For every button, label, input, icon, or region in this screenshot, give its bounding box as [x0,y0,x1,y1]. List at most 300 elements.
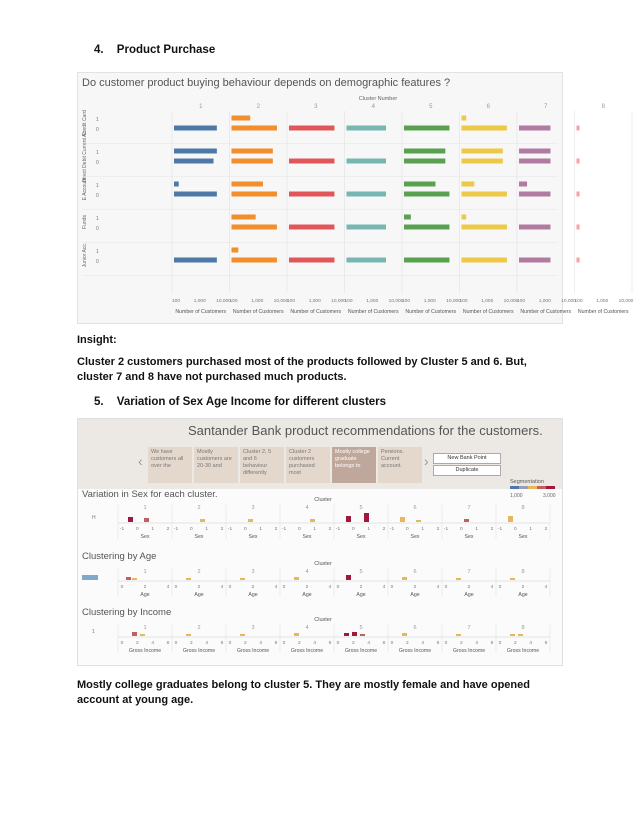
bar [404,159,445,164]
row-value-label: 0 [96,226,99,232]
cluster-header: Cluster [314,561,332,567]
panel-label: 4 [305,625,309,631]
bar [462,192,507,197]
dashboard-title: Santander Bank product recommendations for the customers. [188,423,543,438]
bar [132,632,137,636]
tick-label: 4 [421,641,425,646]
bar [462,258,507,263]
row-label: 1 [92,629,95,635]
tick-label: 4 [166,585,170,590]
row-group-label: Direct Debit Current Ac. [82,129,88,183]
tick-label: 0 [513,527,517,532]
insight-text: Cluster 2 customers purchased most of the products followed by Cluster 5 and 6. But, cluster 7 and 8 have not purchased much products. [77,356,527,383]
tick-label: 0 [228,585,232,590]
bar [347,126,387,131]
bar [289,225,334,230]
bar [462,159,503,164]
bar [132,578,137,580]
axis-label: Sex [302,534,312,540]
bar [174,182,179,187]
tick-label: 4 [313,641,317,646]
duplicate-button[interactable]: Duplicate [433,465,501,476]
tick-label: 2 [135,641,139,646]
tick-label: 2 [297,641,301,646]
tick-label: 2 [382,527,386,532]
panel-label: 1 [143,505,147,511]
row-value-label: 1 [96,183,99,189]
bar [577,126,580,131]
tick-label: 2 [143,585,147,590]
tick-label: 1 [475,527,479,532]
tick-label: 0 [498,641,502,646]
tick-label: 0 [444,585,448,590]
bar [144,518,149,522]
tick-label: 1,000 [481,299,494,304]
axis-label: Number of Customers [290,309,342,315]
bar [577,258,580,263]
axis-label: Sex [356,534,366,540]
tick-label: 0 [498,585,502,590]
panel-label: 6 [413,569,417,575]
tick-label: 100 [459,299,468,304]
axis-label: Gross Income [128,648,162,654]
bar [289,126,334,131]
section-4-heading [94,44,215,56]
panel-label: 6 [413,625,417,631]
section-number: 5. [94,396,104,408]
tick-label: -1 [497,527,503,532]
tick-label: 0 [405,527,409,532]
bar [404,182,435,187]
tick-label: -1 [227,527,233,532]
panel-label: 3 [251,569,255,575]
axis-label: Number of Customers [520,309,572,315]
panel-label: 7 [544,104,548,110]
tick-label: 6 [382,641,386,646]
tick-label: 4 [544,585,548,590]
bar [128,517,133,522]
tick-label: -1 [119,527,125,532]
age-section-title: Clustering by Age [82,551,157,562]
tick-label: 0 [297,527,301,532]
tick-label: 2 [328,527,332,532]
bar [174,159,214,164]
bar [462,149,503,154]
bar [232,182,263,187]
tick-label: 2 [359,585,363,590]
tick-label: 2 [197,585,201,590]
tick-label: 1,000 [366,299,379,304]
bar [462,182,475,187]
tick-label: 0 [120,641,124,646]
bar [346,516,351,522]
axis-label: Age [302,592,312,598]
panel-label: 3 [251,505,255,511]
tick-label: 2 [243,641,247,646]
tick-label: 1 [529,527,533,532]
bar [289,159,334,164]
tick-label: 0 [228,641,232,646]
section-number: 4. [94,44,104,56]
panel-label: 5 [359,505,363,511]
bar [232,159,273,164]
tick-label: 2 [544,527,548,532]
bar [404,149,445,154]
bar [404,126,449,131]
tick-label: 0 [174,641,178,646]
tick-label: 100 [171,299,181,304]
tick-label: 100 [574,299,583,304]
tick-label: 0 [135,527,139,532]
axis-label: Age [194,592,204,598]
bar [352,632,357,636]
bar [174,192,217,197]
tick-label: 10,000 [618,299,634,304]
axis-label: Sex [410,534,420,540]
tick-label: 2 [513,641,517,646]
panel-label: 1 [199,104,203,110]
legend-swatch [510,486,519,489]
tick-label: 4 [490,585,494,590]
age-row-marker [82,575,98,580]
row-value-label: 0 [96,193,99,199]
axis-label: Sex [140,534,150,540]
bar [232,215,256,220]
bar [404,258,449,263]
axis-label: Age [248,592,258,598]
panel-label: 8 [521,569,525,575]
legend-tick: 3,000 [543,493,556,499]
panel-label: 2 [197,505,201,511]
row-value-label: 0 [96,160,99,166]
tick-label: 4 [220,585,224,590]
bar [232,116,251,121]
bar [519,182,527,187]
tick-label: 0 [282,641,286,646]
tick-label: 0 [243,527,247,532]
axis-label: Number of Customers [577,309,629,315]
tick-label: 100 [344,299,353,304]
tick-label: 4 [475,641,479,646]
bar [462,225,507,230]
row-group-label: Credit Card [82,110,88,136]
bar [462,116,467,121]
bar [126,577,131,580]
row-value-label: 1 [96,216,99,222]
tick-label: 1 [421,527,425,532]
bar [248,519,253,522]
tick-label: 0 [390,585,394,590]
legend-swatch [537,486,546,489]
legend-swatch [546,486,555,489]
tick-label: 6 [328,641,332,646]
tick-label: 1 [205,527,209,532]
tick-label: 2 [436,527,440,532]
segmentation-charts [78,419,562,665]
tick-label: 1 [151,527,155,532]
bar [456,634,461,636]
tick-label: 0 [282,585,286,590]
panel-label: 3 [314,104,318,110]
tick-label: -1 [281,527,287,532]
panel-label: 2 [197,569,201,575]
bar [310,519,315,522]
bar [404,215,411,220]
panel-label: 1 [143,569,147,575]
tick-label: 1 [367,527,371,532]
tick-label: 100 [401,299,411,304]
tick-label: -1 [335,527,341,532]
bar [200,519,205,522]
bar [346,575,351,580]
section-title: Product Purchase [116,44,216,56]
bar [519,149,550,154]
tick-label: 10,000 [388,299,404,304]
bar [508,516,513,522]
tick-label: 10,000 [216,299,231,304]
axis-label: Sex [518,534,528,540]
story-card[interactable]: Cluster 2 customers purchased most [286,447,330,483]
axis-label: Number of Customers [405,309,457,315]
panel-label: 7 [467,625,471,631]
axis-label: Age [518,592,528,598]
tick-label: 0 [336,585,340,590]
bar [232,149,273,154]
tick-label: -1 [389,527,395,532]
axis-label: Age [464,592,474,598]
row-value-label: 0 [96,127,99,133]
panel-label: 4 [371,104,375,110]
bar [294,633,299,636]
sex-section-title: Variation in Sex for each cluster. [82,489,218,500]
tick-label: 0 [189,527,193,532]
bar [232,248,239,253]
panel-label: 4 [305,505,309,511]
row-group-label: Funds [82,215,88,229]
bar [347,225,387,230]
panel-label: 8 [601,104,605,110]
panel-label: 8 [521,625,525,631]
axis-label: Number of Customers [175,309,227,315]
tick-label: 1,000 [251,299,264,304]
bar [510,578,515,580]
panel-label: 1 [143,625,147,631]
tick-label: 0 [120,585,124,590]
tick-label: 2 [166,527,170,532]
income-section-title: Clustering by Income [82,607,172,618]
bar [416,520,421,522]
panel-label: 2 [256,104,260,110]
bar [518,634,523,636]
bar [294,577,299,580]
legend-swatch [519,486,528,489]
bar [140,634,145,636]
tick-label: 1,000 [538,299,551,304]
tick-label: 100 [286,299,296,304]
bar [232,192,277,197]
tick-label: 10,000 [561,299,576,304]
tick-label: 4 [328,585,332,590]
panel-label: 7 [467,505,471,511]
bar [519,192,550,197]
row-group-label: Junior Acc. [82,242,88,268]
bar [462,215,467,220]
insight-label: Insight: [77,334,117,346]
story-card[interactable]: Mostly customers are 20-30 and [194,447,238,483]
tick-label: 0 [459,527,463,532]
tick-label: 6 [436,641,440,646]
tick-label: -1 [443,527,449,532]
bar [462,126,507,131]
axis-label: Sex [194,534,204,540]
panel-label: 5 [429,104,433,110]
bar [400,517,405,522]
tick-label: 0 [444,641,448,646]
story-card[interactable]: We have customers all over the [148,447,192,483]
bar [344,633,349,636]
bar [174,149,217,154]
axis-label: Number of Customers [232,309,284,315]
tick-label: 10,000 [273,299,289,304]
tick-label: -1 [173,527,179,532]
panel-label: 7 [467,569,471,575]
panel-label: 2 [197,625,201,631]
bar [232,126,277,131]
legend-tick: 1,000 [510,493,523,499]
tick-label: 4 [436,585,440,590]
prev-arrow-icon[interactable]: ‹ [138,453,143,469]
bar [289,192,334,197]
panel-label: 4 [305,569,309,575]
tick-label: 1 [259,527,263,532]
axis-label: Age [356,592,366,598]
bar [347,258,387,263]
tick-label: 1,000 [193,299,206,304]
row-value-label: 0 [96,259,99,265]
bar [519,126,550,131]
story-card[interactable]: Persions. Current account. [378,447,422,483]
tick-label: 6 [544,641,548,646]
tick-label: 1,000 [596,299,609,304]
bar [347,159,387,164]
bar [519,258,550,263]
legend-swatch [528,486,537,489]
panel-label: 5 [359,569,363,575]
tick-label: 0 [390,641,394,646]
axis-label: Number of Customers [462,309,514,315]
story-card[interactable]: Cluster 2, 5 and 6 behaviour differently [240,447,284,483]
tick-label: 2 [305,585,309,590]
story-card-selected[interactable]: Mostly college graduate belongs to [332,447,376,483]
tick-label: 0 [351,527,355,532]
panel-label: 3 [251,625,255,631]
bar [186,634,191,636]
segmentation-dashboard [77,418,563,666]
axis-label: Gross Income [506,648,540,654]
tick-label: 2 [413,585,417,590]
axis-label: Gross Income [344,648,378,654]
tick-label: 1,000 [423,299,436,304]
axis-label: Gross Income [290,648,324,654]
tick-label: 100 [516,299,526,304]
panel-label: 6 [413,505,417,511]
bar [364,513,369,522]
tick-label: 6 [220,641,224,646]
row-value-label: 1 [96,249,99,255]
bar [404,192,449,197]
tick-label: 2 [490,527,494,532]
bar [232,258,277,263]
tick-label: 1,000 [308,299,321,304]
next-arrow-icon[interactable]: › [424,453,429,469]
axis-label: Sex [464,534,474,540]
bar [174,126,217,131]
tick-label: 10,000 [446,299,461,304]
tick-label: 4 [274,585,278,590]
bar [347,192,387,197]
bar [240,634,245,636]
panel-label: 6 [486,104,490,110]
tick-label: 4 [259,641,263,646]
axis-label: Gross Income [452,648,486,654]
cluster-header: Cluster Number [358,96,398,102]
tick-label: 2 [220,527,224,532]
tick-label: 2 [459,641,463,646]
bar [456,578,461,580]
bar [404,225,449,230]
tick-label: 0 [174,585,178,590]
tick-label: 6 [490,641,494,646]
bar [577,192,580,197]
axis-label: Age [140,592,150,598]
tick-label: 1 [313,527,317,532]
panel-label: 8 [521,505,525,511]
tick-label: 2 [189,641,193,646]
tick-label: 2 [467,585,471,590]
tick-label: 4 [529,641,533,646]
tick-label: 10,000 [331,299,346,304]
bar [464,519,469,522]
axis-label: Number of Customers [347,309,399,315]
bar [402,577,407,580]
tick-label: 6 [274,641,278,646]
tick-label: 2 [251,585,255,590]
bar [402,633,407,636]
tick-label: 0 [336,641,340,646]
section-5-heading [94,396,386,408]
section-title: Variation of Sex Age Income for different clusters [116,396,387,408]
tick-label: 100 [229,299,238,304]
tick-label: 6 [166,641,170,646]
tick-label: 2 [405,641,409,646]
new-point-button[interactable]: New Bank Point [433,453,501,464]
legend-title: Segmentation [510,479,544,485]
axis-label: Sex [248,534,258,540]
cluster-header: Cluster [314,497,332,503]
product-purchase-bars [78,73,634,323]
axis-label: Gross Income [398,648,432,654]
tick-label: 4 [151,641,155,646]
bar [289,258,334,263]
axis-label: Gross Income [182,648,216,654]
bar [577,225,580,230]
bar [360,634,365,636]
bar [510,634,515,636]
bar [232,225,277,230]
tick-label: 2 [274,527,278,532]
row-value-label: 1 [96,117,99,123]
panel-label: 5 [359,625,363,631]
